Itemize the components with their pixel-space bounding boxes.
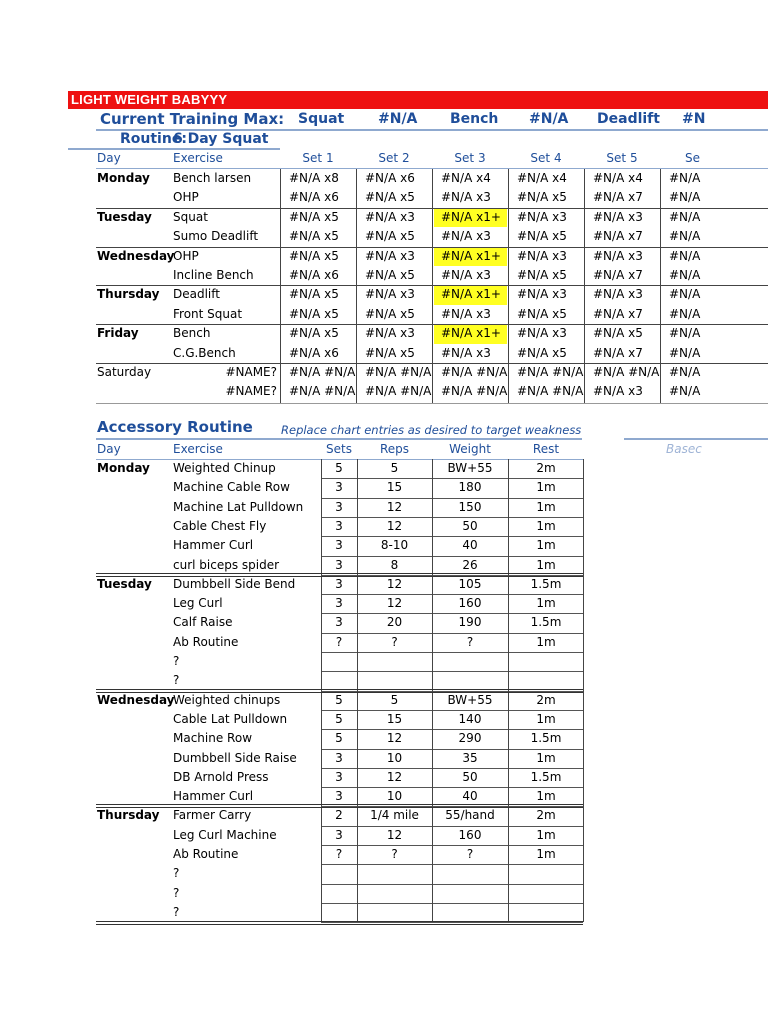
set-value: #N/A x3	[517, 287, 567, 302]
group-separator	[96, 247, 768, 248]
accessory-header-5: Rest	[532, 442, 560, 456]
set-value: #N/A x6	[365, 171, 415, 185]
set-value: #N/A x5	[365, 268, 415, 282]
set-value: #N/A x3	[365, 248, 415, 263]
accessory-weight: 55/hand	[445, 808, 495, 823]
accessory-vline	[583, 459, 584, 922]
row-line	[321, 594, 583, 595]
row-line	[321, 903, 583, 904]
set-value: #N/A x6	[289, 190, 339, 205]
accessory-reps: 12	[386, 596, 403, 611]
accessory-weight: 40	[462, 789, 478, 804]
row-line	[321, 478, 583, 479]
set-value: #N/A	[669, 345, 701, 360]
row-line	[321, 768, 583, 769]
set-value: #N/A x3	[441, 229, 491, 244]
accessory-weight: 190	[458, 615, 482, 630]
accessory-rest: 1m	[536, 750, 556, 765]
day-label: Tuesday	[97, 209, 152, 224]
accessory-rest: 1m	[536, 499, 556, 514]
set-value: #N/A x3	[441, 306, 491, 321]
row-line	[321, 498, 583, 499]
row-line	[321, 652, 583, 653]
set-value: #N/A x4	[517, 171, 567, 185]
side-note: Basec	[666, 442, 702, 456]
set-value: #N/A x4	[593, 171, 643, 185]
accessory-weight: 180	[458, 480, 482, 495]
day-label: Thursday	[97, 287, 160, 302]
accessory-sets: 2	[335, 808, 343, 823]
accessory-weight: BW+55	[447, 461, 493, 475]
accessory-sets: 3	[335, 596, 343, 611]
banner-title: LIGHT WEIGHT BABYYY	[71, 92, 228, 107]
accessory-exercise: Ab Routine	[173, 634, 239, 649]
accessory-sets: 3	[335, 827, 343, 842]
accessory-header-underline	[96, 459, 583, 460]
row-line	[321, 787, 583, 788]
accessory-reps: 15	[386, 480, 403, 495]
title-banner	[68, 91, 768, 109]
group-separator	[96, 363, 768, 364]
main-header-0: Day	[97, 151, 121, 165]
exercise-label: Sumo Deadlift	[173, 229, 259, 244]
accessory-exercise: Cable Chest Fly	[173, 518, 267, 533]
accessory-sets: 3	[335, 499, 343, 514]
set-value: #N/A #N/A	[517, 384, 584, 399]
accessory-exercise: Ab Routine	[173, 847, 239, 861]
accessory-sets: ?	[335, 634, 343, 649]
set-value: #N/A x8	[289, 171, 339, 185]
accessory-exercise: ?	[173, 885, 180, 900]
set-value: #N/A x3	[593, 209, 643, 224]
side-rule	[624, 438, 768, 440]
set-value: #N/A x6	[289, 268, 339, 282]
accessory-sets: 5	[335, 711, 343, 726]
row-line	[321, 710, 583, 711]
row-line	[321, 613, 583, 614]
set-value: #N/A x3	[593, 384, 643, 399]
accessory-sets: 5	[335, 461, 343, 475]
routine-rule	[68, 148, 280, 150]
set-value: #N/A x5	[517, 190, 567, 205]
accessory-note: Replace chart entries as desired to target weakness	[281, 423, 582, 437]
accessory-exercise: Hammer Curl	[173, 538, 254, 553]
accessory-sets: 3	[335, 576, 343, 591]
accessory-sets: ?	[335, 847, 343, 861]
set-value: #N/A x7	[593, 190, 643, 205]
accessory-weight: 35	[462, 750, 478, 765]
set-value: #N/A x5	[365, 306, 415, 321]
row-line	[321, 884, 583, 885]
accessory-rest: 1.5m	[530, 731, 562, 746]
accessory-weight: BW+55	[447, 692, 493, 707]
set-value: #N/A x3	[517, 209, 567, 224]
main-header-3: Set 2	[378, 151, 410, 165]
accessory-reps: ?	[391, 634, 398, 649]
accessory-exercise: ?	[173, 654, 180, 668]
accessory-weight: 50	[462, 518, 478, 533]
accessory-rest: 1m	[536, 634, 556, 649]
accessory-sets: 5	[335, 692, 343, 707]
lift-squat-max: #N/A	[378, 111, 418, 127]
accessory-rest: 1.5m	[530, 576, 562, 591]
accessory-weight: ?	[466, 634, 474, 649]
lift-bench-max: #N/A	[529, 111, 569, 127]
set-value: #N/A	[669, 268, 701, 282]
accessory-exercise: Weighted chinups	[173, 692, 281, 707]
accessory-exercise: ?	[173, 673, 180, 688]
set-value: #N/A x3	[441, 345, 491, 360]
exercise-label: Incline Bench	[173, 268, 254, 282]
accessory-exercise: Farmer Carry	[173, 808, 252, 823]
set-value: #N/A x5	[289, 209, 339, 224]
row-line	[321, 749, 583, 750]
accessory-reps: 10	[386, 789, 403, 804]
row-line	[321, 671, 583, 672]
day-label: Friday	[97, 326, 139, 341]
set-value: #N/A	[669, 248, 701, 263]
accessory-exercise: Machine Lat Pulldown	[173, 499, 304, 514]
accessory-sets: 3	[335, 769, 343, 784]
main-header-2: Set 1	[302, 151, 334, 165]
accessory-reps: 8-10	[380, 538, 409, 553]
main-header-1: Exercise	[173, 151, 223, 165]
accessory-weight: 40	[462, 538, 478, 553]
accessory-rest: 1m	[536, 789, 556, 804]
exercise-label: Deadlift	[173, 287, 220, 302]
set-value: #N/A x1+	[441, 209, 501, 224]
accessory-reps: 5	[390, 692, 399, 707]
accessory-exercise: Leg Curl Machine	[173, 827, 277, 842]
set-value: #N/A x5	[289, 306, 339, 321]
accessory-weight: 290	[458, 731, 482, 746]
accessory-reps: 12	[386, 576, 403, 591]
lift-squat: Squat	[298, 111, 345, 127]
accessory-weight: 26	[462, 557, 478, 572]
accessory-rest: 2m	[536, 808, 556, 823]
set-value: #N/A x5	[289, 248, 339, 263]
row-line	[321, 517, 583, 518]
set-value: #N/A x3	[365, 326, 415, 341]
set-value: #N/A x5	[289, 287, 339, 302]
set-value: #N/A x1+	[441, 326, 501, 341]
accessory-reps: 12	[386, 769, 403, 784]
accessory-rest: 1m	[536, 480, 556, 495]
accessory-day: Tuesday	[97, 576, 152, 591]
set-value: #N/A x4	[441, 171, 491, 185]
accessory-header-4: Weight	[449, 442, 491, 456]
set-value: #N/A	[669, 190, 701, 205]
set-value: #N/A #N/A	[517, 365, 584, 379]
exercise-label: C.G.Bench	[173, 345, 236, 360]
set-value: #N/A x3	[441, 268, 491, 282]
accessory-rest: 1m	[536, 557, 556, 572]
set-value: #N/A x5	[365, 229, 415, 244]
group-separator	[96, 285, 768, 286]
accessory-reps: 12	[386, 499, 403, 514]
accessory-sets: 3	[335, 615, 343, 630]
accessory-exercise: Dumbbell Side Raise	[173, 750, 297, 765]
accessory-rest: 2m	[536, 692, 556, 707]
set-value: #N/A x5	[289, 229, 339, 244]
set-value: #N/A	[669, 287, 701, 302]
row-line	[321, 864, 583, 865]
day-separator	[96, 804, 583, 808]
set-value: #N/A x5	[289, 326, 339, 341]
accessory-exercise: curl biceps spider	[173, 557, 280, 572]
exercise-label: #NAME?	[225, 365, 277, 379]
accessory-exercise: Machine Cable Row	[173, 480, 290, 495]
set-value: #N/A #N/A	[289, 384, 356, 399]
routine-label: Routine:	[120, 131, 187, 147]
accessory-rest: 1m	[536, 827, 556, 842]
day-separator	[96, 689, 583, 693]
accessory-sets: 3	[335, 557, 343, 572]
accessory-sets: 5	[335, 731, 343, 746]
accessory-day: Thursday	[97, 808, 160, 823]
accessory-exercise: Weighted Chinup	[173, 461, 276, 475]
set-value: #N/A #N/A	[365, 384, 432, 399]
set-value: #N/A #N/A	[289, 365, 356, 379]
set-value: #N/A x6	[289, 345, 339, 360]
set-value: #N/A x3	[365, 287, 415, 302]
accessory-day: Monday	[97, 461, 150, 475]
accessory-rest: 1.5m	[530, 769, 562, 784]
set-value: #N/A x3	[517, 326, 567, 341]
accessory-exercise: Machine Row	[173, 731, 253, 746]
set-value: #N/A x5	[517, 306, 567, 321]
accessory-exercise: Cable Lat Pulldown	[173, 711, 288, 726]
main-header-5: Set 4	[530, 151, 562, 165]
accessory-weight: 50	[462, 769, 478, 784]
exercise-label: Front Squat	[173, 306, 243, 321]
routine-name: 6 Day Squat	[173, 131, 269, 147]
group-separator	[96, 324, 768, 325]
accessory-exercise: Hammer Curl	[173, 789, 254, 804]
accessory-header-1: Exercise	[173, 442, 223, 456]
group-separator	[96, 208, 768, 209]
accessory-exercise: Leg Curl	[173, 596, 223, 611]
exercise-label: OHP	[173, 190, 199, 205]
day-label: Saturday	[97, 365, 152, 379]
exercise-label: Squat	[173, 209, 208, 224]
exercise-label: OHP	[173, 248, 199, 263]
set-value: #N/A x3	[365, 209, 415, 224]
training-max-label: Current Training Max:	[100, 110, 285, 128]
accessory-rest: 1m	[536, 847, 556, 861]
accessory-weight: ?	[466, 847, 474, 861]
accessory-exercise: ?	[173, 866, 180, 881]
set-value: #N/A x1+	[441, 287, 501, 302]
set-value: #N/A #N/A	[365, 365, 432, 379]
accessory-header-2: Sets	[326, 442, 352, 456]
set-value: #N/A x3	[593, 287, 643, 302]
set-value: #N/A x5	[517, 345, 567, 360]
accessory-reps: 1/4 mile	[370, 808, 419, 823]
set-value: #N/A	[669, 326, 701, 341]
set-value: #N/A	[669, 365, 701, 379]
set-value: #N/A #N/A	[441, 384, 508, 399]
lift-deadlift: Deadlift	[597, 111, 660, 127]
set-value: #N/A	[669, 229, 701, 244]
accessory-weight: 140	[458, 711, 482, 726]
set-value: #N/A x7	[593, 345, 643, 360]
accessory-reps: 12	[386, 731, 403, 746]
accessory-weight: 160	[458, 827, 482, 842]
set-value: #N/A	[669, 171, 701, 185]
accessory-reps: 12	[386, 518, 403, 533]
accessory-header-3: Reps	[379, 442, 410, 456]
accessory-title: Accessory Routine	[97, 418, 253, 436]
lift-bench: Bench	[450, 111, 499, 127]
accessory-reps: 8	[390, 557, 399, 572]
set-value: #N/A #N/A	[441, 365, 508, 379]
set-value: #N/A x1+	[441, 248, 501, 263]
main-bottom-line	[96, 403, 768, 404]
day-separator	[96, 573, 583, 577]
row-line	[321, 826, 583, 827]
accessory-exercise: Dumbbell Side Bend	[173, 576, 296, 591]
set-value: #N/A x3	[441, 190, 491, 205]
row-line	[321, 536, 583, 537]
accessory-weight: 105	[458, 576, 482, 591]
accessory-rest: 1m	[536, 596, 556, 611]
accessory-weight: 160	[458, 596, 482, 611]
accessory-sets: 3	[335, 480, 343, 495]
main-header-4: Set 3	[454, 151, 486, 165]
main-header-6: Set 5	[606, 151, 638, 165]
accessory-sets: 3	[335, 538, 343, 553]
accessory-rule	[96, 438, 582, 440]
row-line	[321, 556, 583, 557]
accessory-weight: 150	[458, 499, 482, 514]
set-value: #N/A x5	[593, 326, 643, 341]
lift-deadlift-max: #N	[682, 111, 706, 127]
row-line	[321, 845, 583, 846]
accessory-rest: 1.5m	[530, 615, 562, 630]
accessory-sets: 3	[335, 750, 343, 765]
row-line	[321, 729, 583, 730]
set-value: #N/A	[669, 306, 701, 321]
accessory-exercise: ?	[173, 904, 180, 919]
accessory-rest: 1m	[536, 711, 556, 726]
set-value: #N/A x5	[365, 345, 415, 360]
day-label: Wednesday	[97, 248, 175, 263]
row-line	[321, 633, 583, 634]
accessory-rest: 1m	[536, 518, 556, 533]
set-value: #N/A x5	[365, 190, 415, 205]
set-value: #N/A x5	[517, 229, 567, 244]
set-value: #N/A x7	[593, 229, 643, 244]
set-value: #N/A x7	[593, 306, 643, 321]
accessory-exercise: Calf Raise	[173, 615, 233, 630]
accessory-day: Wednesday	[97, 692, 175, 707]
day-label: Monday	[97, 171, 150, 185]
accessory-rest: 2m	[536, 461, 556, 475]
accessory-reps: 5	[390, 461, 399, 475]
set-value: #N/A x5	[517, 268, 567, 282]
accessory-header-0: Day	[97, 442, 121, 456]
set-value: #N/A x3	[593, 248, 643, 263]
accessory-sets: 3	[335, 518, 343, 533]
main-header-7: Se	[685, 151, 700, 165]
set-value: #N/A x3	[517, 248, 567, 263]
exercise-label: Bench	[173, 326, 211, 341]
accessory-reps: 10	[386, 750, 403, 765]
set-value: #N/A x7	[593, 268, 643, 282]
accessory-bottom-rule	[96, 921, 583, 925]
set-value: #N/A	[669, 209, 701, 224]
accessory-sets: 3	[335, 789, 343, 804]
set-value: #N/A	[669, 384, 701, 399]
accessory-reps: 20	[386, 615, 403, 630]
exercise-label: #NAME?	[225, 384, 277, 399]
set-value: #N/A #N/A	[593, 365, 660, 379]
accessory-exercise: DB Arnold Press	[173, 769, 269, 784]
accessory-rest: 1m	[536, 538, 556, 553]
accessory-reps: ?	[391, 847, 398, 861]
accessory-reps: 12	[386, 827, 403, 842]
exercise-label: Bench larsen	[173, 171, 252, 185]
accessory-reps: 15	[386, 711, 403, 726]
